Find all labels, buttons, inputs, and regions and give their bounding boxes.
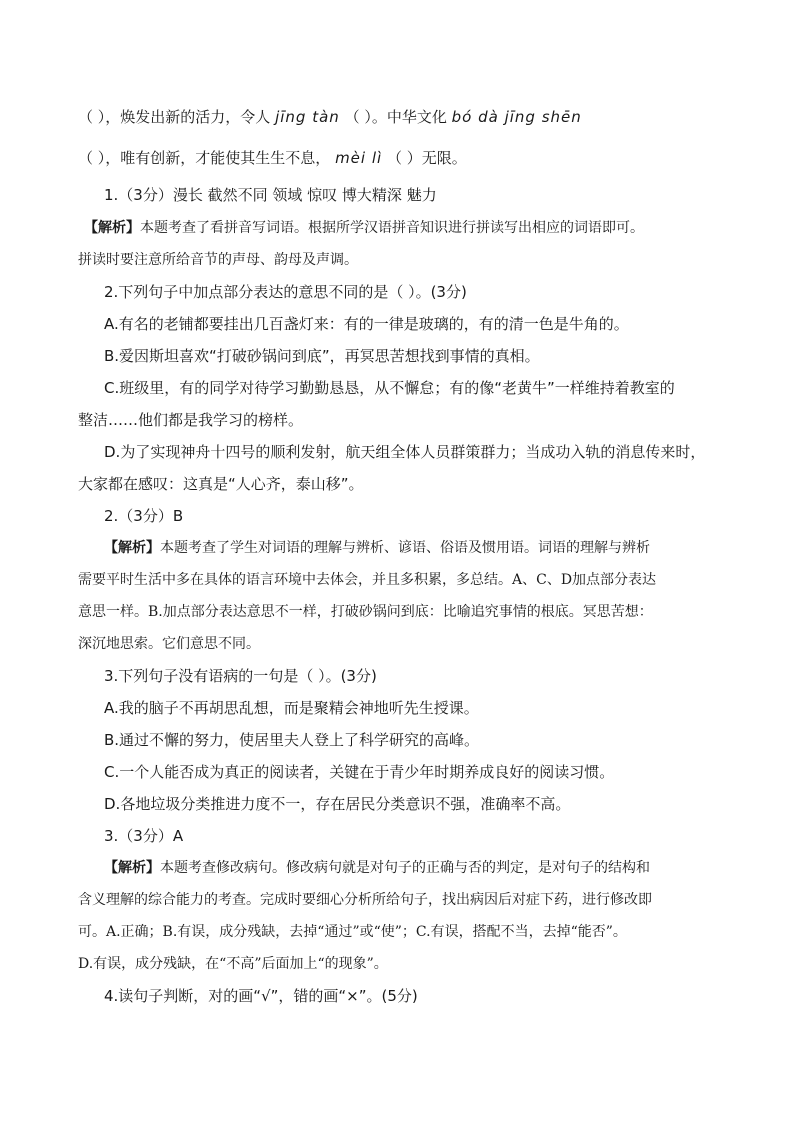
explanation-tag: 【解析】 bbox=[104, 540, 160, 556]
q1-line-2 bbox=[78, 148, 467, 168]
q2-explanation-line-4: 深沉地思索。它们意思不同。 bbox=[78, 636, 260, 652]
q1-pinyin-jingtan: jīng tàn bbox=[275, 108, 340, 126]
q2-option-c-line-2: 整洁……他们都是我学习的榜样。 bbox=[78, 411, 304, 429]
q3-option-b: B.通过不懈的努力，使居里夫人登上了科学研究的高峰。 bbox=[104, 731, 480, 749]
q3-stem: 3.下列句子没有语病的一句是（ ）。(3分) bbox=[104, 667, 377, 685]
q3-option-c: C.一个人能否成为真正的阅读者，关键在于青少年时期养成良好的阅读习惯。 bbox=[104, 763, 615, 781]
q1-explanation-line-1 bbox=[84, 218, 644, 238]
q1-explanation-line-2: 拼读时要注意所给音节的声母、韵母及声调。 bbox=[78, 252, 358, 268]
q3-explanation-line-2: 含义理解的综合能力的考查。完成时要细心分析所给句子，找出病因后对症下药，进行修改即 bbox=[78, 892, 652, 908]
q2-explanation-line-3: 意思一样。B.加点部分表达意思不一样，打破砂锅问到底：比喻追究事情的根底。冥思苦想： bbox=[78, 604, 653, 620]
explanation-text: 本题考查了看拼音写词语。根据所学汉语拼音知识进行拼读写出相应的词语即可。 bbox=[140, 220, 644, 236]
q2-option-b: B.爱因斯坦喜欢“打破砂锅问到底”，再冥思苦想找到事情的真相。 bbox=[104, 347, 540, 365]
q3-option-d: D.各地垃圾分类推进力度不一，存在居民分类意识不强，准确率不高。 bbox=[104, 795, 571, 813]
q4-stem: 4.读句子判断，对的画“√”，错的画“×”。(5分) bbox=[104, 987, 418, 1005]
q2-explanation-line-2: 需要平时生活中多在具体的语言环境中去体会，并且多积累，多总结。A、C、D加点部分表达 bbox=[78, 572, 657, 588]
q2-option-a: A.有名的老铺都要挂出几百盏灯来：有的一律是玻璃的，有的清一色是牛角的。 bbox=[104, 315, 629, 333]
q3-option-a: A.我的脑子不再胡思乱想，而是聚精会神地听先生授课。 bbox=[104, 699, 479, 717]
q2-explanation-line-1 bbox=[104, 538, 650, 558]
q2-option-c-line-1: C.班级里，有的同学对待学习勤勤恳恳，从不懈怠；有的像“老黄牛”一样维持着教室的 bbox=[104, 379, 675, 397]
q3-explanation-line-1 bbox=[104, 858, 650, 878]
explanation-text: 本题考查了学生对词语的理解与辨析、谚语、俗语及惯用语。词语的理解与辨析 bbox=[160, 540, 650, 556]
explanation-tag: 【解析】 bbox=[84, 220, 140, 236]
q1-line-1-text-a: （ ），焕发出新的活力，令人 bbox=[78, 108, 271, 126]
q3-explanation-line-3: 可。A.正确；B.有误，成分残缺，去掉“通过”或“使”；C.有误，搭配不当，去掉“能否”。 bbox=[78, 924, 627, 940]
explanation-text: 本题考查修改病句。修改病句就是对句子的正确与否的判定，是对句子的结构和 bbox=[160, 860, 650, 876]
q2-stem: 2.下列句子中加点部分表达的意思不同的是（ ）。(3分) bbox=[104, 283, 467, 301]
q3-explanation-line-4: D.有误，成分残缺，在“不高”后面加上“的现象”。 bbox=[78, 956, 388, 972]
q1-pinyin-bodajingshen: bó dà jīng shēn bbox=[451, 108, 582, 126]
q2-option-d-line-2: 大家都在感叹：这真是“人心齐，泰山移”。 bbox=[78, 475, 364, 493]
q2-option-d-line-1: D.为了实现神舟十四号的顺利发射，航天组全体人员群策群力；当成功入轨的消息传来时， bbox=[104, 443, 706, 461]
explanation-tag: 【解析】 bbox=[104, 860, 160, 876]
q1-line-1 bbox=[78, 107, 582, 127]
q1-line-1-text-b: （ ）。中华文化 bbox=[344, 108, 447, 126]
q1-answer: 1.（3分）漫长 截然不同 领域 惊叹 博大精深 魅力 bbox=[104, 186, 437, 204]
q1-pinyin-meili: mèi lì bbox=[335, 149, 383, 167]
q1-line-2-text-b: （ ）无限。 bbox=[386, 149, 467, 167]
q3-answer: 3.（3分）A bbox=[104, 827, 184, 845]
q1-line-2-text-a: （ ），唯有创新，才能使其生生不息， bbox=[78, 149, 331, 167]
q2-answer: 2.（3分）B bbox=[104, 507, 184, 525]
